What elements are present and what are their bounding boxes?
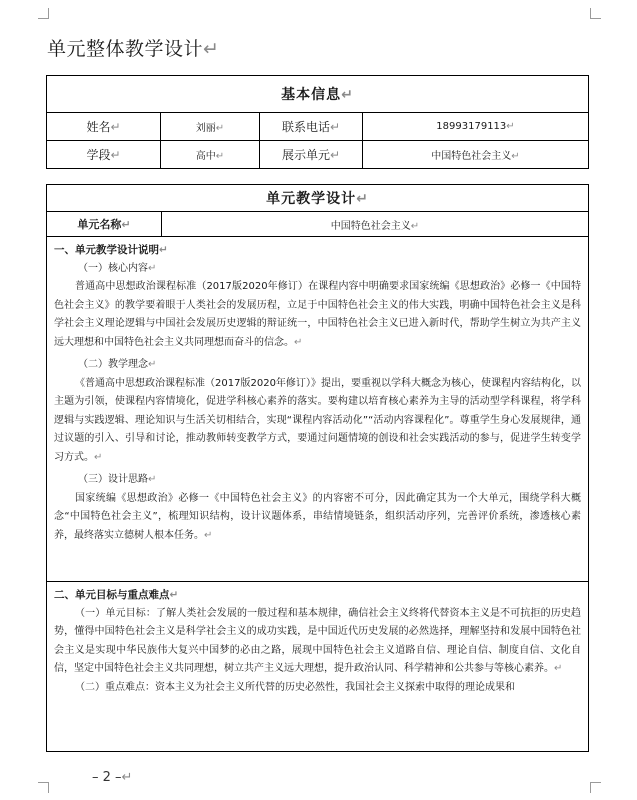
unit-label[interactable]: 展示单元↵ bbox=[260, 141, 363, 169]
teaching-concept-text: 《普通高中思想政治课程标准（2017版2020年修订）》提出，要重视以学科大概念为核心，使课程内容结构化，以主题为引领，使课程内容情境化，促进学科核心素养的落实。要构建以培育核心素养为主导的活动型学科课程，将学科逻辑与实践逻辑、理论知识与生活关切相结合，实现“课程内容活动化”“活动内容课程化”。尊重学生身心发展规律，通过议题的引入、引导和讨论，推动教师转变教学方式，要通过问题情境的创设和社会实践活动的参与，促进学生转变学习方式。↵ bbox=[54, 377, 581, 463]
stage-value[interactable]: 高中↵ bbox=[161, 141, 260, 169]
unit-goal-text: （一）单元目标：了解人类社会发展的一般过程和基本规律，确信社会主义终将代替资本主义是不可抗拒的历史趋势，懂得中国特色社会主义是科学社会主义的成功实践，是中国近代历史发展的必然选择，理解坚持和发展中国特色社会主义是实现中华民族伟大复兴中国梦的必由之路，展现中国特色社会主义道路自信、理论自信、制度自信、文化自信，坚定中国特色社会主义共同理想，树立共产主义远大理想，提升政治认同、科学精神和公共参与等核心素养。↵ bbox=[54, 607, 581, 674]
unit-name-value[interactable]: 中国特色社会主义↵ bbox=[162, 212, 589, 237]
teaching-concept-title: （二）教学理念↵ bbox=[78, 359, 157, 370]
corner-mark-top-right bbox=[590, 8, 601, 19]
unit-value[interactable]: 中国特色社会主义↵ bbox=[363, 141, 589, 169]
section-2-title: 二、单元目标与重点难点↵ bbox=[54, 589, 179, 601]
document-title[interactable]: 单元整体教学设计↵ bbox=[47, 38, 220, 60]
phone-value[interactable]: 18993179113↵ bbox=[363, 113, 589, 141]
design-idea-text: 国家统编《思想政治》必修一《中国特色社会主义》的内容密不可分，因此确定其为一个大单元，围绕学科大概念“中国特色社会主义”，梳理知识结构，设计议题体系，串结情境链条，组织活动序列，完善评价系统，渗透核心素养，最终落实立德树人根本任务。↵ bbox=[54, 492, 581, 541]
unit-name-label[interactable]: 单元名称↵ bbox=[47, 212, 162, 237]
design-idea-title: （三）设计思路↵ bbox=[78, 474, 157, 485]
name-value[interactable]: 刘丽↵ bbox=[161, 113, 260, 141]
phone-label[interactable]: 联系电话↵ bbox=[260, 113, 363, 141]
stage-label[interactable]: 学段↵ bbox=[47, 141, 161, 169]
section-2-cell[interactable] bbox=[47, 582, 589, 752]
unit-design-table bbox=[46, 184, 589, 752]
corner-mark-bottom-right bbox=[590, 782, 601, 793]
unit-design-header[interactable]: 单元教学设计↵ bbox=[47, 185, 589, 212]
corner-mark-bottom-left bbox=[38, 782, 49, 793]
core-content-title: （一）核心内容↵ bbox=[78, 262, 157, 274]
page-number: – 2 –↵ bbox=[92, 770, 133, 785]
corner-mark-top-left bbox=[38, 8, 49, 19]
name-label[interactable]: 姓名↵ bbox=[47, 113, 161, 141]
key-difficulty-text: （二）重点难点：资本主义为社会主义所代替的历史必然性，我国社会主义探索中取得的理论成果和 bbox=[75, 681, 515, 693]
section-1-title: 一、单元教学设计说明↵ bbox=[54, 244, 168, 256]
basic-info-header[interactable]: 基本信息↵ bbox=[47, 76, 589, 113]
core-content-text: 普通高中思想政治课程标准（2017版2020年修订）在课程内容中明确要求国家统编《思想政治》必修一《中国特色社会主义》的教学要着眼于人类社会的发展历程，立足于中国特色社会主义的伟大实践，明确中国特色社会主义是科学社会主义理论逻辑与中国社会发展历史逻辑的辩证统一，中国特色社会主义已进入新时代，帮助学生树立为共产主义远大理想和中国特色社会主义共同理想而奋斗的信念。↵ bbox=[54, 281, 581, 348]
basic-info-table bbox=[46, 75, 589, 169]
section-1-cell[interactable] bbox=[47, 237, 589, 582]
